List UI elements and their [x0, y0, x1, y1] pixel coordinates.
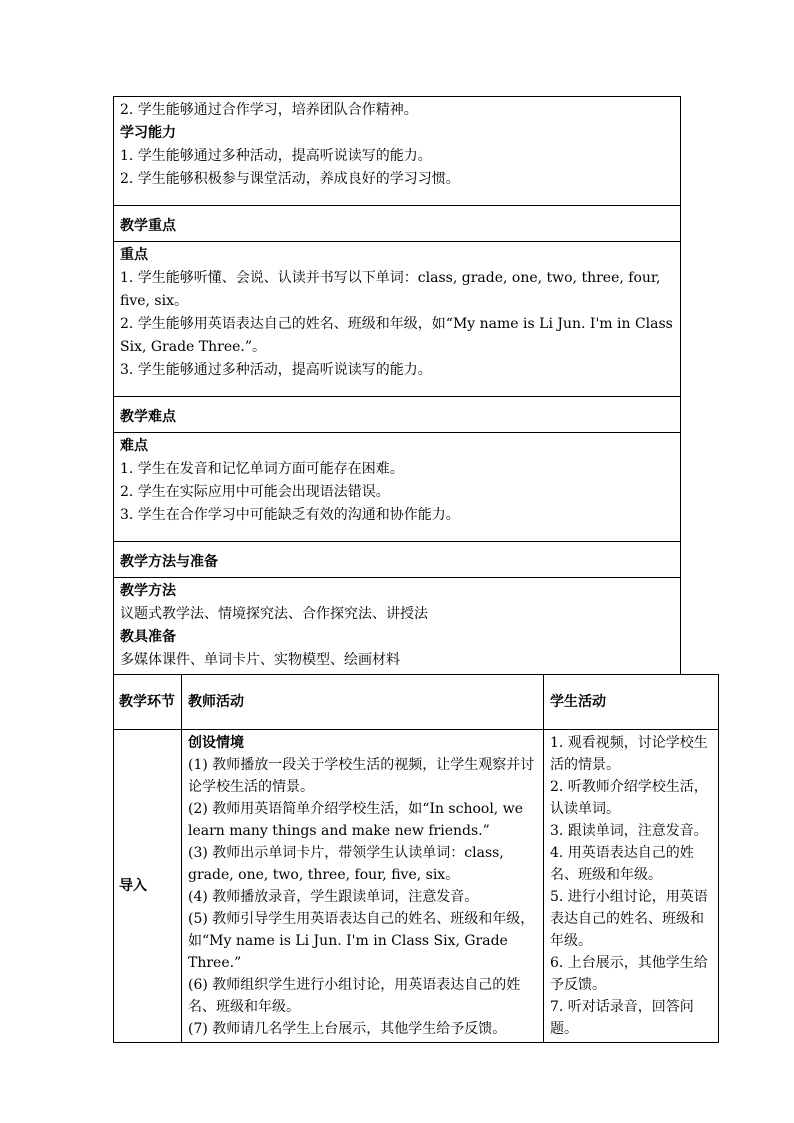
teaching-methods-text: 议题式教学法、情境探究法、合作探究法、讲授法	[120, 606, 428, 622]
difficulties-heading: 难点	[120, 438, 148, 454]
objective-line: 2. 学生能够通过合作学习，培养团队合作精神。	[120, 102, 418, 118]
methods-section-title: 教学方法与准备	[113, 541, 681, 577]
header-teacher-activity: 教师活动	[182, 675, 544, 730]
key-points-block	[113, 241, 681, 396]
list-item: (7) 教师请几名学生上台展示，其他学生给予反馈。	[188, 1021, 507, 1037]
header-student-activity: 学生活动	[544, 675, 719, 730]
list-item: 1. 观看视频，讨论学校生活的情景。	[550, 735, 708, 773]
objective-line: 2. 学生能够积极参与课堂活动，养成良好的学习习惯。	[120, 171, 460, 187]
key-point-item: 3. 学生能够通过多种活动，提高听说读写的能力。	[120, 362, 432, 378]
list-item: 2. 听教师介绍学校生活，认读单词。	[550, 779, 708, 817]
list-item: 6. 上台展示，其他学生给予反馈。	[550, 955, 708, 993]
teacher-activity-cell	[182, 730, 544, 1043]
teaching-tools-text: 多媒体课件、单词卡片、实物模型、绘画材料	[120, 652, 400, 668]
teaching-tools-heading: 教具准备	[120, 629, 176, 645]
difficulty-item: 3. 学生在合作学习中可能缺乏有效的沟通和协作能力。	[120, 507, 460, 523]
list-item: 4. 用英语表达自己的姓名、班级和年级。	[550, 845, 694, 883]
key-point-item: 2. 学生能够用英语表达自己的姓名、班级和年级，如“My name is Li Jun. I'm in Class Six, Grade Three.”。	[120, 316, 673, 355]
lesson-plan-document	[113, 96, 708, 1043]
activity-table-header-row	[114, 675, 719, 730]
key-points-section-title: 教学重点	[113, 205, 681, 241]
objective-line: 1. 学生能够通过多种活动，提高听说读写的能力。	[120, 148, 432, 164]
difficulties-section-title: 教学难点	[113, 396, 681, 432]
list-item: (6) 教师组织学生进行小组讨论，用英语表达自己的姓名、班级和年级。	[188, 977, 521, 1015]
teacher-activity-title: 创设情境	[188, 735, 244, 751]
key-points-heading: 重点	[120, 247, 148, 263]
list-item: (5) 教师引导学生用英语表达自己的姓名、班级和年级，如“My name is Li Jun. I'm in Class Six, Grade Three.”	[188, 911, 535, 971]
difficulty-item: 1. 学生在发音和记忆单词方面可能存在困难。	[120, 461, 404, 477]
teaching-methods-heading: 教学方法	[120, 583, 176, 599]
activity-table	[113, 674, 719, 1043]
objectives-continued-block	[113, 96, 681, 205]
header-stage: 教学环节	[114, 675, 182, 730]
table-row	[114, 730, 719, 1043]
stage-cell: 导入	[114, 730, 182, 1043]
student-activity-cell	[544, 730, 719, 1043]
methods-block	[113, 577, 681, 674]
list-item: 5. 进行小组讨论，用英语表达自己的姓名、班级和年级。	[550, 889, 708, 949]
learning-ability-heading: 学习能力	[120, 125, 176, 141]
list-item: (2) 教师用英语简单介绍学校生活，如“In school, we learn many things and make new friends.”	[188, 801, 523, 839]
difficulty-item: 2. 学生在实际应用中可能会出现语法错误。	[120, 484, 390, 500]
list-item: 7. 听对话录音，回答问题。	[550, 999, 694, 1037]
difficulties-block	[113, 432, 681, 541]
list-item: (3) 教师出示单词卡片，带领学生认读单词：class, grade, one, two, three, four, five, six。	[188, 845, 504, 883]
key-point-item: 1. 学生能够听懂、会说、认读并书写以下单词：class, grade, one, two, three, four, five, six。	[120, 270, 661, 309]
list-item: (4) 教师播放录音，学生跟读单词，注意发音。	[188, 889, 479, 905]
list-item: 3. 跟读单词，注意发音。	[550, 823, 708, 839]
list-item: (1) 教师播放一段关于学校生活的视频，让学生观察并讨论学校生活的情景。	[188, 757, 535, 795]
